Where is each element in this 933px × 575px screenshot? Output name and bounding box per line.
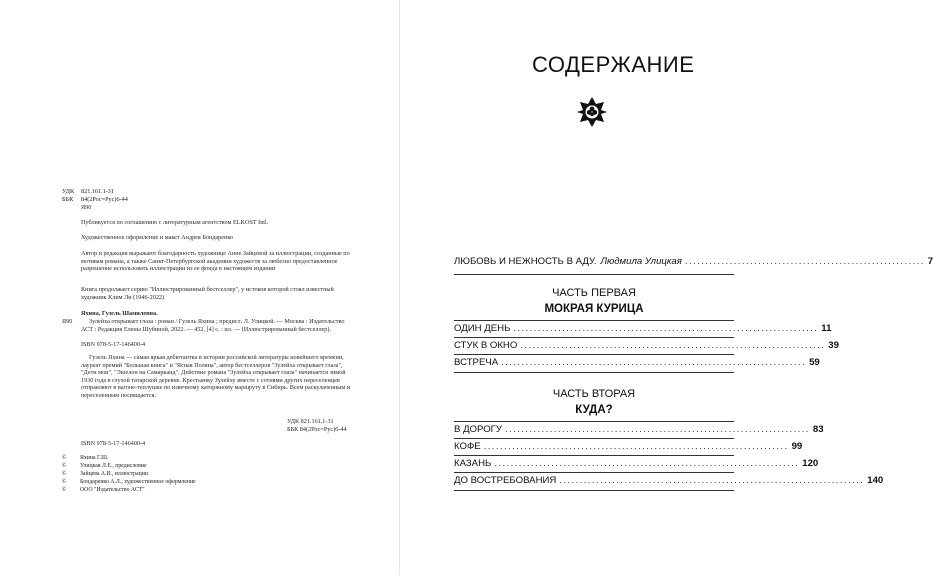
series-note: Книга продолжает серию "Иллюстрированный бестселлер", у истоков которой стоял известный художник Клим Ли (1946-2022) <box>81 286 334 301</box>
bibliographic-record: Зулейха открывает глаза : роман / Гузель Яхина ; предисл. Л. Улицкой. — Москва : Издательство АСТ : Редакция Елены Шубиной, 2022. — 452, [4] с. : ил. — (Иллюстрированный бестселлер). <box>81 318 345 333</box>
leader-dots: ........................................................................... <box>504 424 810 435</box>
biblio-code: Я90 <box>62 318 73 325</box>
toc-entry-page: 59 <box>809 357 820 368</box>
toc-entry-page: 120 <box>802 458 819 469</box>
divider <box>454 421 734 422</box>
toc-entry-page: 99 <box>791 441 803 452</box>
part-title: КУДА? <box>575 404 613 416</box>
author-heading: Яхина, Гузель Шамилевна. <box>81 310 158 317</box>
toc-entry-title: ОДИН ДЕНЬ <box>454 323 511 334</box>
leader-dots: ........................................................................... <box>501 357 807 368</box>
bbk-line: ББК 84(2Рос=Рус)6-44 <box>62 196 128 203</box>
copyright-line: © Зайцева А.В., иллюстрации <box>62 471 148 477</box>
isbn-primary: ISBN 978-5-17-146400-4 <box>81 341 146 348</box>
divider <box>454 372 734 373</box>
toc-entry-title: ВСТРЕЧА <box>454 357 499 368</box>
toc-entry-title: СТУК В ОКНО <box>454 340 518 351</box>
part-label: ЧАСТЬ ВТОРАЯ <box>552 388 636 400</box>
copyright-line: © Бондаренко А.Л., художественное оформление <box>62 479 196 485</box>
udk-repeat: УДК 821.161.1-31 <box>287 418 334 425</box>
toc-entry-page: 83 <box>812 424 824 435</box>
divider <box>454 455 734 456</box>
design-credit: Художественное оформление и макет Андрея Бондаренко <box>81 234 234 241</box>
toc-entry-title: ЛЮБОВЬ И НЕЖНОСТЬ В АДУ. <box>454 256 597 267</box>
copyright-line: © Улицкая Л.Е., предисловие <box>62 463 147 469</box>
toc-entry-page: 39 <box>828 340 839 351</box>
divider <box>454 354 734 355</box>
toc-entry[interactable] <box>454 339 839 353</box>
page-title: СОДЕРЖАНИЕ <box>532 52 695 77</box>
part-title: МОКРАЯ КУРИЦА <box>544 303 644 315</box>
divider <box>454 438 734 439</box>
copyright-line: © Яхина Г.Ш. <box>62 455 109 461</box>
divider <box>454 490 734 491</box>
left-page <box>0 0 400 575</box>
toc-entry-page: 11 <box>821 323 832 334</box>
publisher-note: Публикуется по соглашению с литературным агентством ELKOST Intl. <box>81 219 269 226</box>
toc-entry-title: ДО ВОСТРЕБОВАНИЯ <box>454 475 557 486</box>
thanks-note: Автор и редакция выражают благодарность художнице Анне Зайцевой за иллюстрации, созданные по мотивам романа, а также Санкт-Петербургской академии художеств за любезно предоставленное разрешение использовать иллюстрации из ее фонда в настоящем издании <box>81 250 350 273</box>
copyright-line: © ООО "Издательство АСТ" <box>62 487 145 493</box>
star-flower-icon <box>577 97 607 127</box>
leader-dots: ........................................................................... <box>494 458 800 469</box>
udk-line: УДК 821.161.1-31 <box>62 188 114 195</box>
book-code: Я90 <box>81 204 92 211</box>
part-label: ЧАСТЬ ПЕРВАЯ <box>552 287 636 299</box>
toc-entry[interactable] <box>454 322 832 336</box>
toc-entry-author: Людмила Улицкая <box>600 256 682 267</box>
leader-dots: ........................................................................... <box>483 441 789 452</box>
divider <box>454 337 734 338</box>
toc-entry[interactable] <box>454 423 824 437</box>
bbk-repeat: ББК 84(2Рос=Рус)6-44 <box>287 426 347 433</box>
toc-entry[interactable] <box>454 440 803 454</box>
toc-entry-title: КОФЕ <box>454 441 481 452</box>
isbn-secondary: ISBN 978-5-17-146400-4 <box>81 440 146 447</box>
leader-dots: ........................................................................... <box>520 340 826 351</box>
toc-entry[interactable] <box>454 356 820 370</box>
toc-entry-title: КАЗАНЬ <box>454 458 492 469</box>
toc-entry-title: В ДОРОГУ <box>454 424 502 435</box>
leader-dots: ........................................................... <box>684 256 925 267</box>
leader-dots: ........................................................................... <box>559 475 865 486</box>
leader-dots: ........................................................................... <box>513 323 819 334</box>
annotation: Гузель Яхина — самая яркая дебютантка в истории российской литературы новейшего времени, лауреат премий "Большая книга" и "Ясная Поляна", автор бестселлеров "Зулейха открывает глаза", "Дети мои", "Эшелон на Самарканд". Действие романа "Зулейха открывает глаза" начинается зимой 1930 года в глухой татарской деревне. Крестьянку Зулейху вместе с сотнями других переселенцев отправляют в вагоне-теплушке по извечному каторжному маршруту в Сибирь. Всем раскулаченным и переселенным посвящается. <box>81 354 351 399</box>
divider <box>454 274 734 275</box>
toc-entry-page: 140 <box>867 475 884 486</box>
toc-entry[interactable] <box>454 474 884 488</box>
toc-entry-page: 7 <box>927 256 933 267</box>
divider <box>454 320 734 321</box>
toc-entry-preface[interactable] <box>454 255 933 269</box>
toc-entry[interactable] <box>454 457 819 471</box>
divider <box>454 472 734 473</box>
